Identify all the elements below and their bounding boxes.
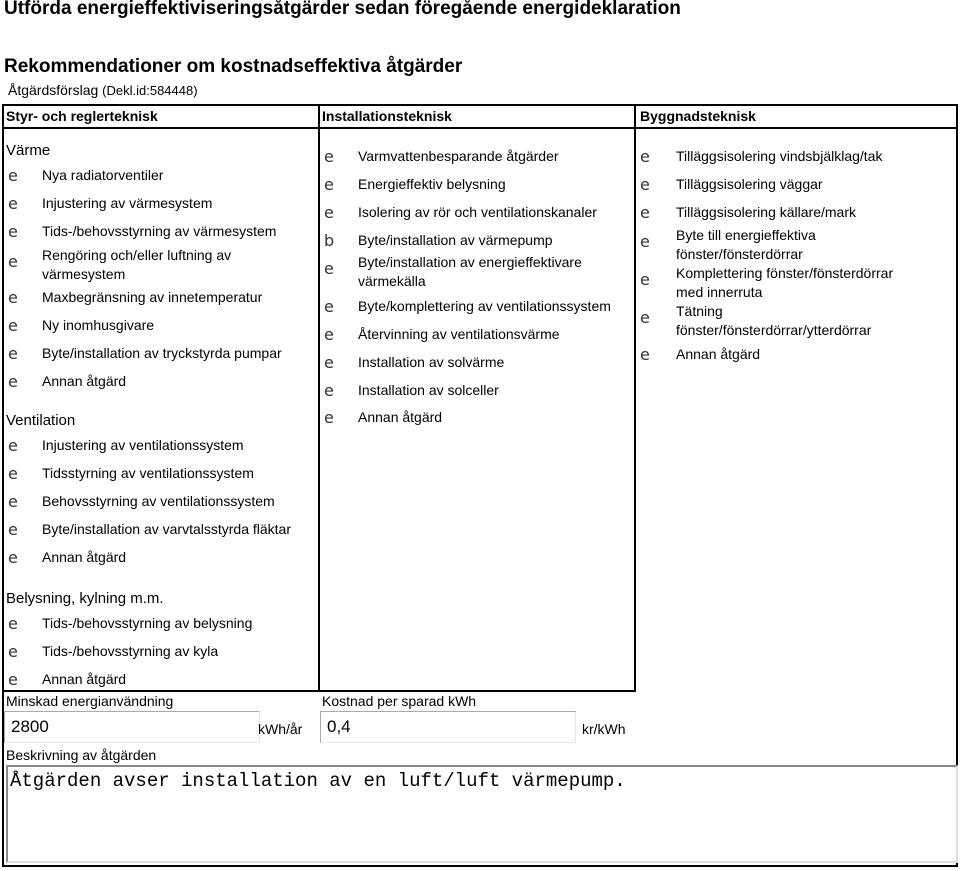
measure-option-label: Behovsstyrning av ventilationssystem [42,493,275,509]
measure-option[interactable] [324,408,636,427]
radio-empty-icon[interactable]: e [8,520,18,539]
measure-option[interactable] [640,302,900,340]
bottom-divider [2,690,636,692]
radio-empty-icon[interactable]: e [324,353,334,372]
proposal-prefix: Åtgärdsförslag [8,82,99,98]
proposal-id: (Dekl.id:584448) [102,83,198,98]
measure-option-label: Annan åtgärd [42,549,127,565]
radio-empty-icon[interactable]: e [8,642,18,661]
radio-selected-icon[interactable]: b [324,231,335,250]
measure-option[interactable] [8,288,308,307]
measure-option[interactable] [8,372,308,391]
measure-option-label: Injustering av värmesystem [42,195,213,211]
section-title-ventilation: Ventilation [6,412,76,429]
page-title: Utförda energieffektiviseringsåtgärder sedan föregående energideklaration [4,0,681,19]
radio-empty-icon[interactable]: e [324,297,334,316]
radio-empty-icon[interactable]: e [324,259,334,278]
measure-option-label: Komplettering fönster/fönsterdörrar med innerruta [676,265,894,300]
measure-option[interactable] [8,166,308,185]
measure-option-label: Tilläggsisolering källare/mark [676,204,856,220]
radio-empty-icon[interactable]: e [640,270,650,289]
measure-option-label: Maxbegränsning av innetemperatur [42,289,263,305]
measure-option-label: Byte/installation av energieffektivare värmekälla [358,254,582,289]
measure-option[interactable] [324,203,636,222]
measure-option[interactable] [640,345,900,364]
measure-option-label: Byte/installation av tryckstyrda pumpar [42,345,282,361]
radio-empty-icon[interactable]: e [324,147,334,166]
measure-option-label: Energieffektiv belysning [358,176,506,192]
column-header-control: Styr- och reglerteknisk [6,108,158,124]
radio-empty-icon[interactable]: e [8,670,18,689]
radio-empty-icon[interactable]: e [640,203,650,222]
header-divider [2,127,958,129]
measure-option-label: Installation av solvärme [358,354,505,370]
measure-option[interactable] [640,175,900,194]
radio-empty-icon[interactable]: e [8,316,18,335]
measure-option[interactable] [8,316,308,335]
radio-empty-icon[interactable]: e [8,492,18,511]
section-title-heating: Värme [6,142,51,159]
measure-option-label: Annan åtgärd [42,373,127,389]
measure-option[interactable] [324,175,636,194]
cost-per-kwh-unit: kr/kWh [582,721,626,737]
measure-option-label: Annan åtgärd [358,409,443,425]
measure-option[interactable] [324,147,636,166]
radio-empty-icon[interactable]: e [8,436,18,455]
measure-option[interactable] [8,548,308,567]
radio-empty-icon[interactable]: e [8,464,18,483]
measure-option[interactable] [8,222,308,241]
measure-option-label: Byte/installation av varvtalsstyrda fläktar [42,521,291,537]
cost-per-kwh-input[interactable]: 0,4 [320,711,576,743]
radio-empty-icon[interactable]: e [324,408,334,427]
radio-empty-icon[interactable]: e [8,548,18,567]
cost-per-kwh-label: Kostnad per sparad kWh [322,693,477,709]
column-header-building: Byggnadsteknisk [640,108,756,124]
measure-option[interactable] [8,436,308,455]
measure-option-label: Byte/installation av värmepump [358,232,553,248]
measure-option[interactable] [8,520,308,539]
measure-option-label: Byte/komplettering av ventilationssystem [358,298,611,314]
measure-option-label: Återvinning av ventilationsvärme [358,326,560,342]
measure-option[interactable] [324,381,636,400]
proposal-line [8,82,198,98]
radio-empty-icon[interactable]: e [8,288,18,307]
radio-empty-icon[interactable]: e [8,614,18,633]
radio-empty-icon[interactable]: e [640,175,650,194]
measure-option[interactable] [8,246,308,284]
measure-option[interactable] [324,297,636,316]
column-header-installation: Installationsteknisk [322,108,452,124]
measure-option-label: Byte till energieffektiva fönster/fönsterdörrar [676,227,816,262]
description-textarea[interactable]: Åtgärden avser installation av en luft/luft värmepump. [6,765,958,863]
measure-option[interactable] [8,670,308,689]
measure-option-label: Ny inomhusgivare [42,317,155,333]
measure-option[interactable] [640,226,900,264]
measure-option-label: Tätning fönster/fönsterdörrar/ytterdörrar [676,303,872,338]
radio-empty-icon[interactable]: e [640,308,650,327]
page-subtitle: Rekommendationer om kostnadseffektiva åtgärder [4,56,463,77]
measure-option[interactable] [324,231,636,250]
measure-option-label: Tids-/behovsstyrning av värmesystem [42,223,277,239]
measure-option[interactable] [8,642,308,661]
radio-empty-icon[interactable]: e [640,147,650,166]
radio-empty-icon[interactable]: e [640,345,650,364]
radio-empty-icon[interactable]: e [640,232,650,251]
measure-option[interactable] [640,264,900,302]
energy-reduction-label: Minskad energianvändning [6,693,174,709]
measure-option-label: Tidsstyrning av ventilationssystem [42,465,254,481]
radio-empty-icon[interactable]: e [8,344,18,363]
measure-option-label: Annan åtgärd [42,671,127,687]
measure-option-label: Tids-/behovsstyrning av kyla [42,643,219,659]
measure-option[interactable] [8,194,308,213]
radio-empty-icon[interactable]: e [8,252,18,271]
radio-empty-icon[interactable]: e [324,325,334,344]
measure-option-label: Rengöring och/eller luftning av värmesystem [42,247,232,282]
energy-reduction-unit: kWh/år [258,721,303,737]
measure-option-label: Annan åtgärd [676,346,761,362]
radio-empty-icon[interactable]: e [324,175,334,194]
measure-option[interactable] [640,203,900,222]
radio-empty-icon[interactable]: e [324,381,334,400]
measure-option[interactable] [8,344,308,363]
section-title-lighting-cooling: Belysning, kylning m.m. [6,590,164,607]
description-label: Beskrivning av åtgärden [6,747,157,763]
radio-empty-icon[interactable]: e [8,166,18,185]
energy-reduction-input[interactable]: 2800 [4,711,260,743]
radio-empty-icon[interactable]: e [8,372,18,391]
measure-option-label: Injustering av ventilationssystem [42,437,244,453]
measure-option-label: Isolering av rör och ventilationskanaler [358,204,597,220]
measure-option[interactable] [8,492,308,511]
measure-option-label: Tids-/behovsstyrning av belysning [42,615,253,631]
measure-option-label: Installation av solceller [358,382,499,398]
radio-empty-icon[interactable]: e [8,194,18,213]
measure-option[interactable] [324,253,636,291]
measure-option[interactable] [8,614,308,633]
measure-option[interactable] [324,325,636,344]
measure-option[interactable] [640,147,900,166]
radio-empty-icon[interactable]: e [324,203,334,222]
measure-option[interactable] [8,464,308,483]
measure-option-label: Tilläggsisolering vindsbjälklag/tak [676,148,883,164]
measure-option-label: Nya radiatorventiler [42,167,164,183]
measure-option[interactable] [324,353,636,372]
column-divider-1 [318,104,320,691]
measure-option-label: Tilläggsisolering väggar [676,176,823,192]
radio-empty-icon[interactable]: e [8,222,18,241]
measure-option-label: Varmvattenbesparande åtgärder [358,148,559,164]
